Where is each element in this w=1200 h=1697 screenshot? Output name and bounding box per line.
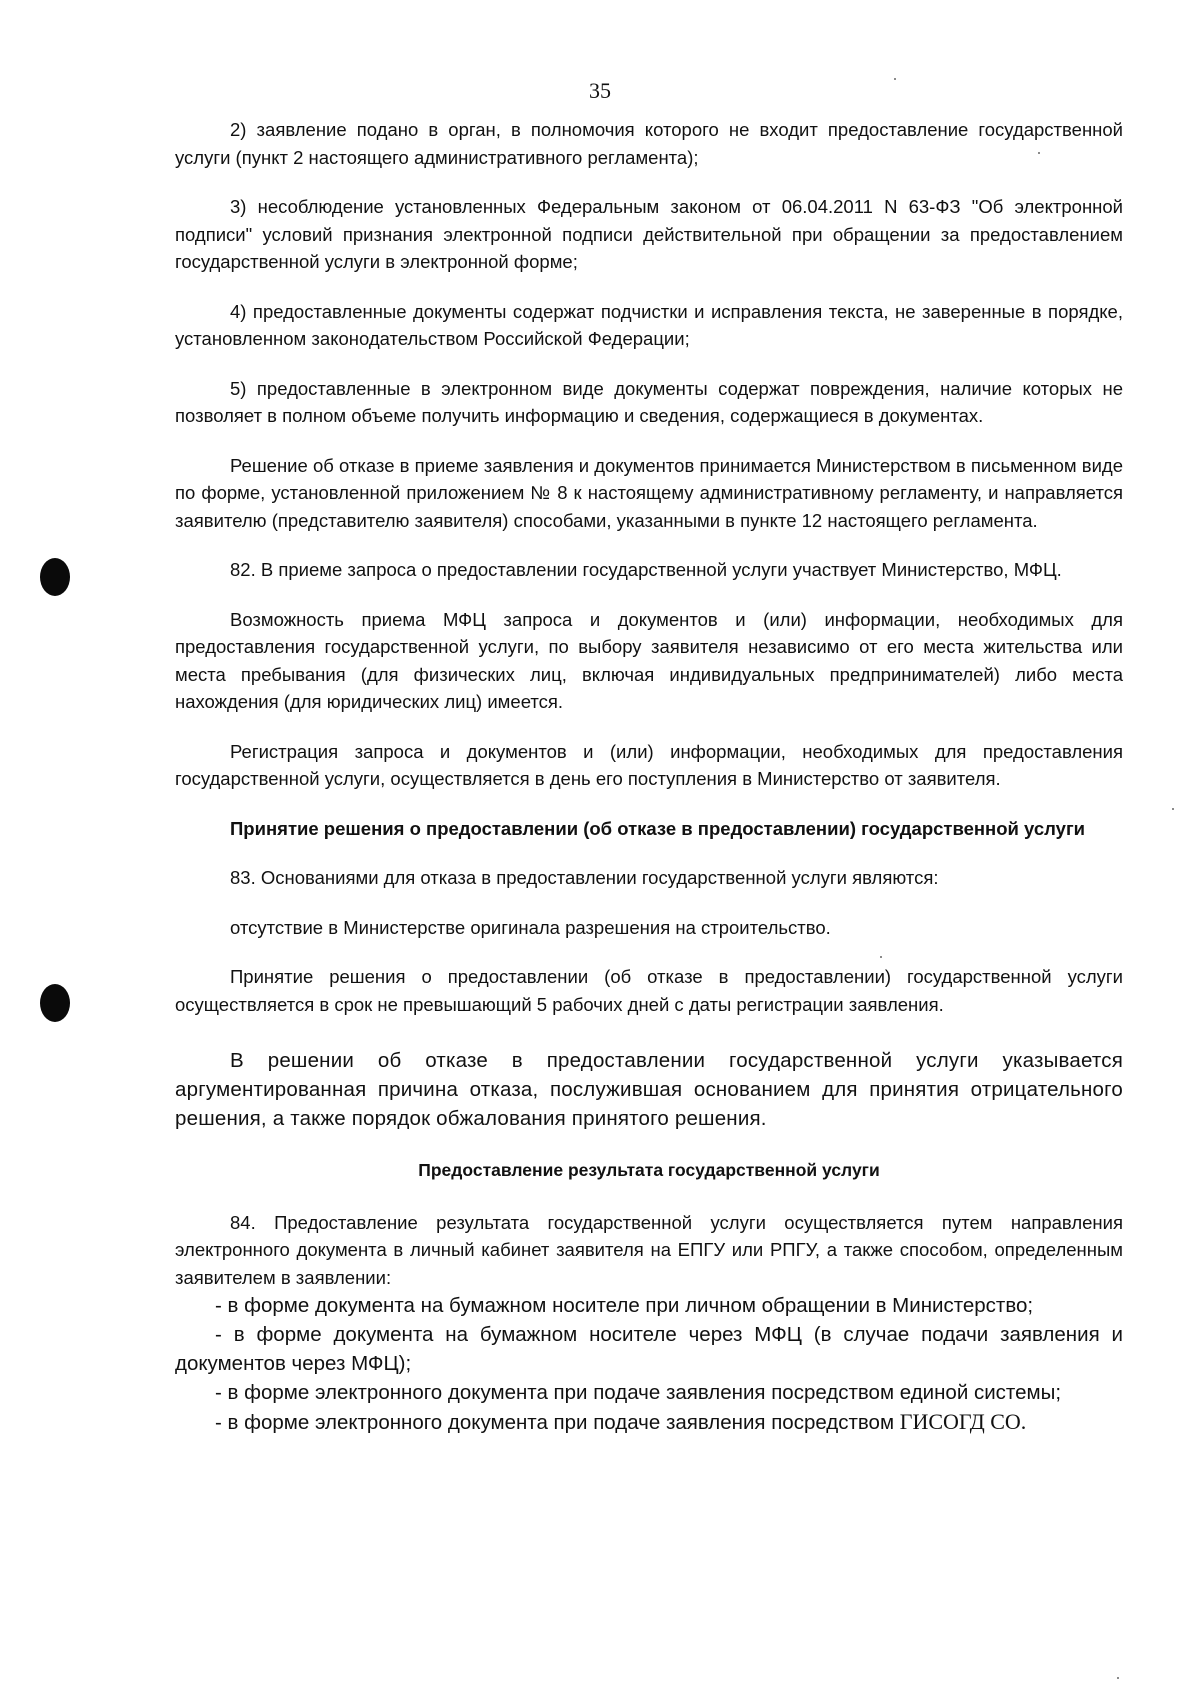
paragraph-84: 84. Предоставление результата государственной услуги осуществляется путем направления электронного документа в личный кабинет заявителя на ЕПГУ или РПГУ, а также способом, определенным заявителем в заявлении: xyxy=(175,1211,1123,1288)
paragraph-refusal-acceptance: Решение об отказе в приеме заявления и документов принимается Министерством в письменном виде по форме, установленной приложением № 8 к настоящему административному регламенту, и направляется заявителю (представителю заявителя) способами, указанными в пункте 12 настоящего регламента. xyxy=(175,454,1123,531)
paragraph-item-3: 3) несоблюдение установленных Федеральным законом от 06.04.2011 N 63-ФЗ "Об электронной подписи" условий признания электронной подписи действительной при обращении за предоставлением государственной услуги в электронной форме; xyxy=(175,196,1123,272)
list-item: - в форме документа на бумажном носителе при личном обращении в Министерство; xyxy=(215,1294,1034,1317)
punch-hole-top xyxy=(40,558,70,596)
list-item-last xyxy=(175,1407,1123,1437)
paragraph-82: 82. В приеме запроса о предоставлении государственной услуги участвует Министерство, МФЦ. xyxy=(230,559,1062,580)
paragraph-item-4: 4) предоставленные документы содержат подчистки и исправления текста, не заверенные в порядке, установленном законодательством Российской Федерации; xyxy=(175,300,1123,349)
section-heading-result: Предоставление результата государственной услуги xyxy=(418,1160,880,1180)
document-body xyxy=(175,116,1123,1437)
paragraph-refusal-ground: отсутствие в Министерстве оригинала разрешения на строительство. xyxy=(230,916,831,938)
paragraph-decision-term: Принятие решения о предоставлении (об отказе в предоставлении) государственной услуги осуществляется в срок не превышающий 5 рабочих дней с даты регистрации заявления. xyxy=(175,966,1123,1015)
paragraph-item-5: 5) предоставленные в электронном виде документы содержат повреждения, наличие которых не позволяет в полном объеме получить информацию и сведения, содержащиеся в документах. xyxy=(175,377,1123,426)
list-item: - в форме документа на бумажном носителе через МФЦ (в случае подачи заявления и документов через МФЦ); xyxy=(175,1323,1123,1375)
punch-hole-bottom xyxy=(40,984,70,1022)
scan-speck xyxy=(1117,1677,1119,1679)
list-item: - в форме электронного документа при подаче заявления посредством единой системы; xyxy=(215,1381,1062,1404)
list-item-system-name: ГИСОГД СО. xyxy=(899,1409,1027,1434)
scan-speck xyxy=(1172,808,1174,810)
paragraph-item-2: 2) заявление подано в орган, в полномочия которого не входит предоставление государственной услуги (пункт 2 настоящего административного регламента); xyxy=(175,119,1123,168)
paragraph-registration: Регистрация запроса и документов и (или) информации, необходимых для предоставления государственной услуги, осуществляется в день его поступления в Министерство от заявителя. xyxy=(175,740,1123,789)
paragraph-mfc-possibility: Возможность приема МФЦ запроса и документов и (или) информации, необходимых для предоставления государственной услуги, по выбору заявителя независимо от его места жительства или места пребывания (для физических лиц, включая индивидуальных предпринимателей) либо места нахождения (для юридических лиц) имеется. xyxy=(175,608,1123,712)
paragraph-83: 83. Основаниями для отказа в предоставлении государственной услуги являются: xyxy=(230,867,939,888)
section-heading-decision: Принятие решения о предоставлении (об отказе в предоставлении) государственной услуги xyxy=(230,817,1086,839)
page-number: 35 xyxy=(589,78,611,103)
result-methods-list xyxy=(175,1291,1123,1437)
list-item-prefix: - в форме электронного документа при подаче заявления посредством xyxy=(215,1411,900,1434)
paragraph-refusal-reason: В решении об отказе в предоставлении государственной услуги указывается аргументированная причина отказа, послужившая основанием для принятия отрицательного решения, а также порядок обжалования принятого решения. xyxy=(175,1049,1123,1130)
